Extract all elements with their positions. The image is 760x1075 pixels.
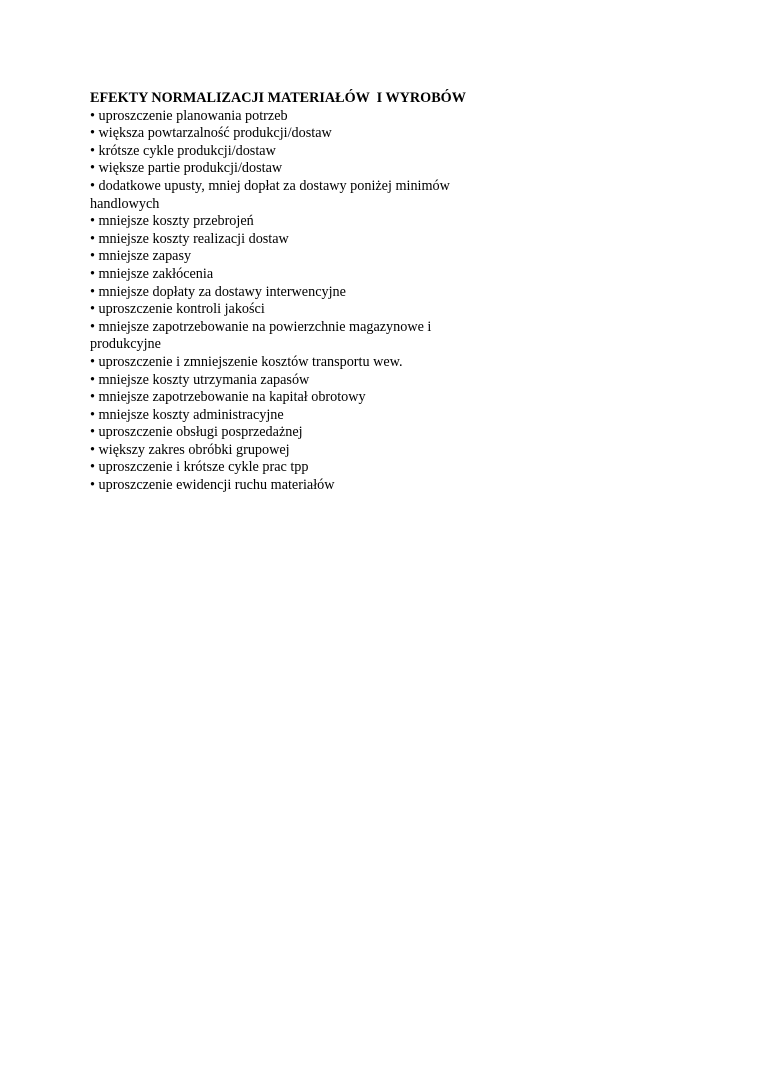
list-item: • mniejsze zapotrzebowanie na powierzchnie magazynowe i produkcyjne bbox=[90, 318, 432, 353]
list-item: • uproszczenie obsługi posprzedażnej bbox=[90, 424, 303, 441]
list-item: • krótsze cykle produkcji/dostaw bbox=[90, 142, 276, 159]
document-title: EFEKTY NORMALIZACJI MATERIAŁÓW I WYROBÓW bbox=[90, 90, 466, 106]
list-item: • większa powtarzalność produkcji/dostaw bbox=[90, 125, 332, 142]
list-item: • dodatkowe upusty, mniej dopłat za dostawy poniżej minimów handlowych bbox=[90, 177, 450, 212]
document-content bbox=[90, 90, 500, 495]
list-item: • mniejsze koszty utrzymania zapasów bbox=[90, 371, 310, 388]
list-item: • uproszczenie i krótsze cykle prac tpp bbox=[90, 459, 309, 476]
list-item: • mniejsze zapotrzebowanie na kapitał obrotowy bbox=[90, 389, 366, 406]
list-item: • mniejsze zapasy bbox=[90, 248, 192, 265]
list-item: • mniejsze koszty przebrojeń bbox=[90, 213, 254, 230]
list-item: • uproszczenie kontroli jakości bbox=[90, 301, 265, 318]
list-item: • uproszczenie ewidencji ruchu materiałów bbox=[90, 477, 335, 494]
list-item: • większy zakres obróbki grupowej bbox=[90, 441, 290, 458]
list-item: • mniejsze koszty realizacji dostaw bbox=[90, 230, 289, 247]
list-item: • większe partie produkcji/dostaw bbox=[90, 160, 283, 177]
list-item: • uproszczenie i zmniejszenie kosztów transportu wew. bbox=[90, 353, 403, 370]
list-item: • mniejsze zakłócenia bbox=[90, 265, 214, 282]
list-item: • uproszczenie planowania potrzeb bbox=[90, 107, 288, 124]
list-item: • mniejsze koszty administracyjne bbox=[90, 406, 284, 423]
list-item: • mniejsze dopłaty za dostawy interwencyjne bbox=[90, 283, 346, 300]
